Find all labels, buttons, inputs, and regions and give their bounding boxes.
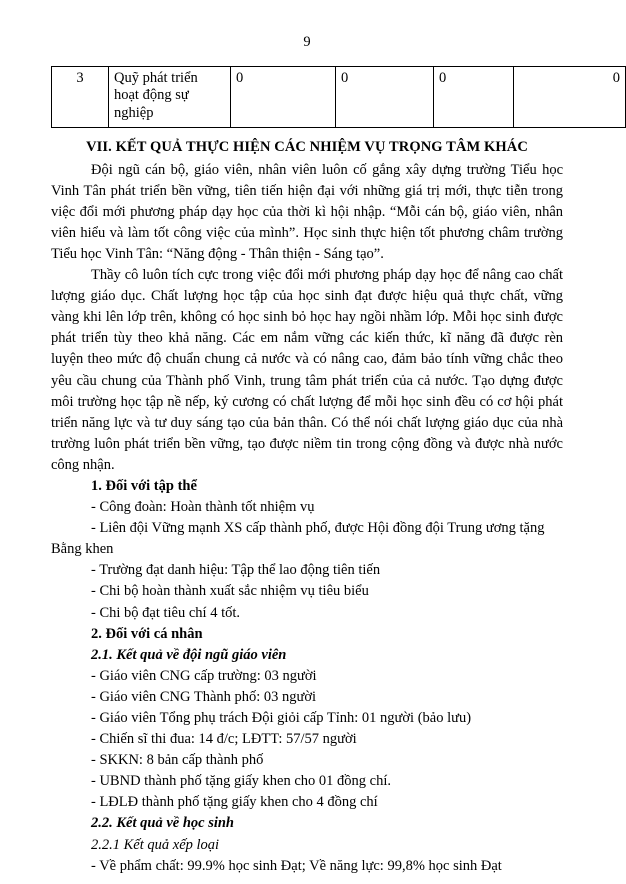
- part2-sub21-item-3: - Chiến sĩ thi đua: 14 đ/c; LĐTT: 57/57 người: [91, 731, 357, 748]
- part2-sub21-item-4: - SKKN: 8 bản cấp thành phố: [91, 752, 264, 769]
- page-number: 9: [303, 34, 311, 50]
- part2-sub21-heading: 2.1. Kết quả về đội ngũ giáo viên: [91, 646, 287, 663]
- part2-sub21-item-2: - Giáo viên Tổng phụ trách Đội giỏi cấp Tỉnh: 01 người (bảo lưu): [91, 710, 472, 726]
- part2-sub21-item-1: - Giáo viên CNG Thành phố: 03 người: [91, 688, 317, 705]
- table-cell-value-2: 0: [336, 66, 434, 127]
- section-paragraph-2: Thầy cô luôn tích cực trong việc đổi mới phương pháp dạy học để nâng cao chất lượng giáo dục. Chất lượng học tập của học sinh đạt được hiệu quả thực chất, vững vàng khi lên lớp trên, không có học sinh bỏ học hay ngồi nhầm lớp. Mỗi học sinh được phát triển tùy theo khả năng. Các em nắm vững các kiến thức, kĩ năng đã được rèn luyện theo mức độ chuẩn chung cả nước và có nâng cao, đảm bảo tính vững chắc theo yêu cầu chung của Thành phố Vinh, trung tâm phát triển của cả nước. Tạo dựng được môi trường học tập nề nếp, kỷ cương có chất lượng để mỗi học sinh đều có cơ hội phát triển năng lực và tư duy sáng tạo của bản thân. Có thể nói chất lượng giáo dục của nhà trường luôn phát triển bền vững, tạo được niềm tin trong cộng đồng và được nhà nước công nhận.: [51, 267, 563, 473]
- part1-item-0: - Công đoàn: Hoàn thành tốt nhiệm vụ: [91, 499, 315, 516]
- table-cell-value-3: 0: [434, 66, 514, 127]
- part2-sub21-item-5: - UBND thành phố tặng giấy khen cho 01 đồng chí.: [91, 773, 392, 790]
- part1-item-3: - Chi bộ hoàn thành xuất sắc nhiệm vụ tiêu biểu: [91, 583, 369, 600]
- part1-item-1: - Liên đội Vững mạnh XS cấp thành phố, được Hội đồng đội Trung ương tặng Bằng khen: [51, 520, 545, 558]
- table-cell-value-4: 0: [514, 66, 626, 127]
- table-cell-value-1: 0: [231, 66, 336, 127]
- part1-heading: 1. Đối với tập thể: [91, 477, 197, 494]
- section-paragraph-1: Đội ngũ cán bộ, giáo viên, nhân viên luôn cố gắng xây dựng trường Tiểu học Vinh Tân phát triển bền vững, tiên tiến hiện đại với những giá trị mới, thực tiễn trong việc đổi mới phương pháp dạy học của thời kì hội nhập. “Mỗi cán bộ, giáo viên, nhân viên hiểu và làm tốt công việc của mình”. Học sinh thực hiện tốt phương châm trường Tiểu học Vinh Tân: “Năng động - Thân thiện - Sáng tạo”.: [51, 161, 563, 262]
- part2-heading: 2. Đối với cá nhân: [91, 625, 203, 642]
- part2-sub22-heading: 2.2. Kết quả về học sinh: [91, 815, 234, 832]
- part1-item-4: - Chi bộ đạt tiêu chí 4 tốt.: [91, 604, 241, 621]
- table-cell-name: Quỹ phát triển hoạt động sự nghiệp: [109, 66, 231, 127]
- part2-sub221-item-0: - Về phẩm chất: 99.9% học sinh Đạt; Về năng lực: 99,8% học sinh Đạt: [91, 857, 502, 874]
- section-heading-vii: VII. KẾT QUẢ THỰC HIỆN CÁC NHIỆM VỤ TRỌNG TÂM KHÁC: [86, 138, 528, 155]
- finance-table: [51, 66, 626, 128]
- document-content: [51, 66, 620, 877]
- table-cell-index: 3: [52, 66, 109, 127]
- table-body: [52, 66, 626, 127]
- part1-item-2: - Trường đạt danh hiệu: Tập thể lao động tiên tiến: [91, 562, 381, 579]
- part2-sub221-heading: 2.2.1 Kết quả xếp loại: [91, 836, 220, 853]
- part2-sub21-item-6: - LĐLĐ thành phố tặng giấy khen cho 4 đồng chí: [91, 794, 378, 811]
- table-row: [52, 66, 626, 127]
- part2-sub21-item-0: - Giáo viên CNG cấp trường: 03 người: [91, 667, 317, 684]
